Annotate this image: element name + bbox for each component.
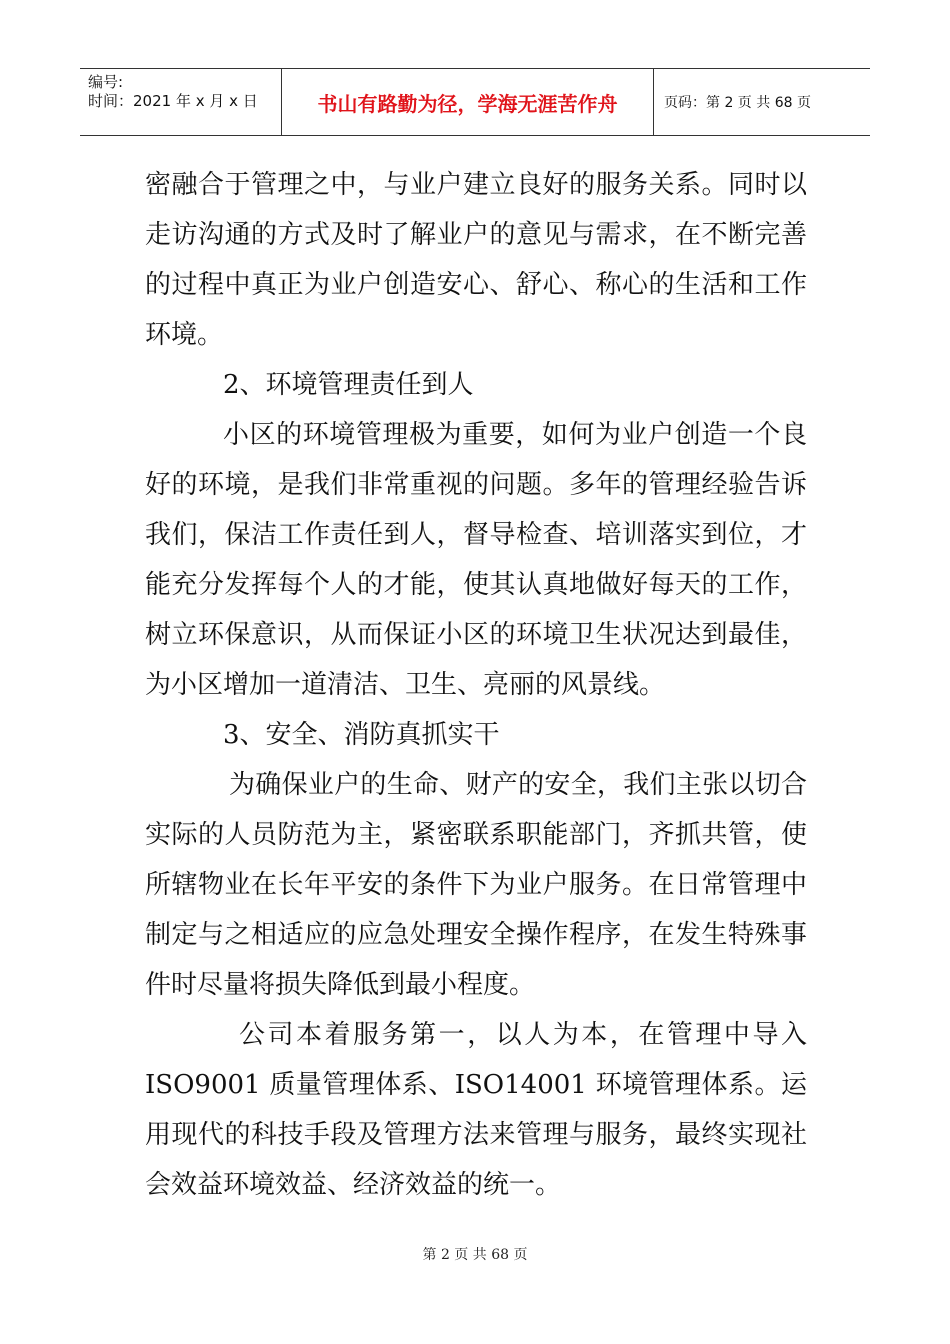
- section-heading-3: 3、安全、消防真抓实干: [223, 720, 500, 750]
- page-footer: 第 2 页 共 68 页: [422, 1247, 528, 1263]
- document-body: [145, 160, 807, 1210]
- paragraph-4: 公司本着服务第一，以人为本，在管理中导入 ISO9001 质量管理体系、ISO14001 环境管理体系。运用现代的科技手段及管理方法来管理与服务，最终实现社会效益环境效益、经济效益的统一。: [145, 1020, 807, 1200]
- header-motto: 书山有路勤为径，学海无涯苦作舟: [282, 69, 654, 135]
- paragraph-2: 小区的环境管理极为重要，如何为业户创造一个良好的环境，是我们非常重视的问题。多年的管理经验告诉我们，保洁工作责任到人，督导检查、培训落实到位，才能充分发挥每个人的才能，使其认真地做好每天的工作，树立环保意识，从而保证小区的环境卫生状况达到最佳，为小区增加一道清洁、卫生、亮丽的风景线。: [145, 420, 807, 700]
- paragraph-3: 为确保业户的生命、财产的安全，我们主张以切合实际的人员防范为主，紧密联系职能部门，齐抓共管，使所辖物业在长年平安的条件下为业户服务。在日常管理中制定与之相适应的应急处理安全操作程序，在发生特殊事件时尽量将损失降低到最小程度。: [145, 770, 807, 1000]
- document-header: [80, 68, 870, 136]
- paragraph-1: 密融合于管理之中，与业户建立良好的服务关系。同时以走访沟通的方式及时了解业户的意见与需求，在不断完善的过程中真正为业户创造安心、舒心、称心的生活和工作环境。: [145, 170, 807, 350]
- header-page-info: 页码：第 2 页 共 68 页: [664, 95, 811, 111]
- header-meta: [80, 69, 282, 135]
- time-label: 时间：2021 年 x 月 x 日: [88, 92, 258, 110]
- number-label: 编号:: [88, 73, 124, 91]
- section-heading-2: 2、环境管理责任到人: [223, 370, 474, 400]
